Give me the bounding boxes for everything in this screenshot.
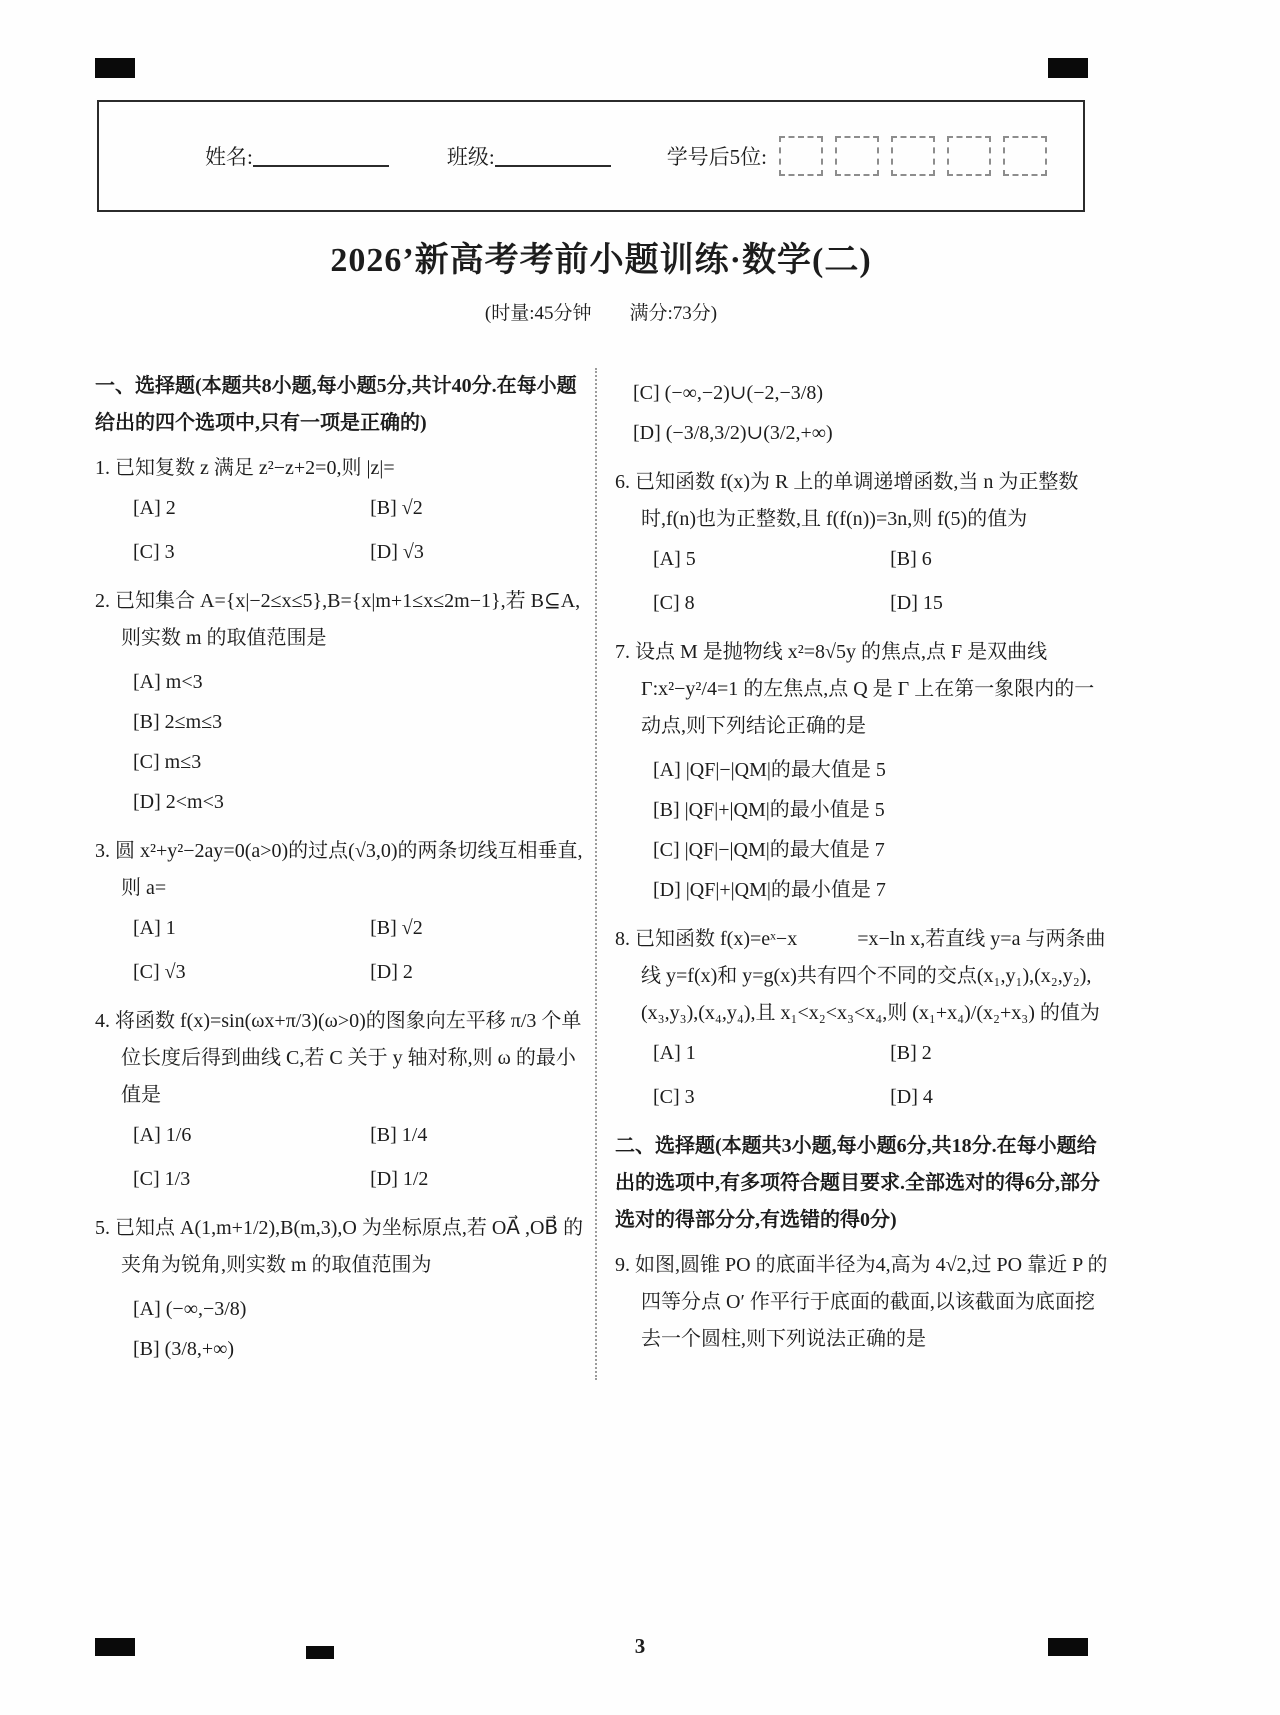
student-id-box-1 [779,136,823,176]
page-title: 2026’新高考考前小题训练·数学(二) [330,242,872,279]
option-d: [D] (−3/8,3/2)∪(3/2,+∞) [633,422,833,444]
option-a: [A] 2 [133,497,176,519]
option-a: [A] |QF|−|QM|的最大值是 5 [653,759,886,781]
section-2-heading: 二、选择题(本题共3小题,每小题6分,共18分.在每小题给出的选项中,有多项符合题目要求.全部选对的得6分,部分选对的得部分分,有选错的得0分) [615,1135,1100,1231]
question-3-options [95,913,589,987]
student-id-label: 学号后5位: [666,145,768,169]
option-b: [B] (3/8,+∞) [133,1338,235,1360]
option-a: [A] m<3 [133,671,203,693]
option-b: [B] 1/4 [370,1124,428,1146]
option-a: [A] 5 [653,548,696,570]
question-5-stem: 5. 已知点 A(1,m+1/2),B(m,3),O 为坐标原点,若 OA⃗ ,OB⃗ 的夹角为锐角,则实数 m 的取值范围为 [95,1217,584,1276]
option-c: [C] (−∞,−2)∪(−2,−3/8) [633,382,823,404]
question-4 [95,1003,589,1194]
option-a: [A] 1 [133,917,176,939]
option-c: [C] 8 [653,592,695,614]
question-8-options [615,1038,1109,1112]
option-a: [A] (−∞,−3/8) [133,1298,247,1320]
question-7-stem: 7. 设点 M 是抛物线 x²=8√5y 的焦点,点 F 是双曲线 Γ:x²−y²/4=1 的左焦点,点 Q 是 Γ 上在第一象限内的一动点,则下列结论正确的是 [615,641,1095,737]
question-7-options [615,755,1109,905]
option-d: [D] √3 [370,541,424,563]
question-9 [615,1247,1109,1358]
option-d: [D] 2<m<3 [133,791,224,813]
content-columns [95,368,1109,1380]
student-id-box-5 [1003,136,1047,176]
option-c: [C] m≤3 [133,751,202,773]
question-5-continued [615,378,1109,448]
question-8 [615,921,1109,1112]
question-5 [95,1210,589,1364]
option-d: [D] 15 [890,592,943,614]
name-blank-line [253,145,389,167]
option-b: [B] 2 [890,1042,932,1064]
student-id-box-3 [891,136,935,176]
class-label: 班级: [446,145,495,169]
question-1-options [95,493,589,567]
option-d: [D] 4 [890,1086,933,1108]
option-d: [D] 2 [370,961,413,983]
question-5-options-ab [95,1294,589,1364]
student-id-box-2 [835,136,879,176]
question-7 [615,634,1109,905]
student-info-box [97,100,1085,212]
option-a: [A] 1/6 [133,1124,192,1146]
option-b: [B] √2 [370,497,423,519]
question-1-stem: 1. 已知复数 z 满足 z²−z+2=0,则 |z|= [95,457,395,479]
option-a: [A] 1 [653,1042,696,1064]
question-9-stem: 9. 如图,圆锥 PO 的底面半径为4,高为 4√2,过 PO 靠近 P 的四等分点 O′ 作平行于底面的截面,以该截面为底面挖去一个圆柱,则下列说法正确的是 [615,1254,1108,1350]
question-4-stem: 4. 将函数 f(x)=sin(ωx+π/3)(ω>0)的图象向左平移 π/3 个单位长度后得到曲线 C,若 C 关于 y 轴对称,则 ω 的最小值是 [95,1010,582,1106]
option-c: [C] |QF|−|QM|的最大值是 7 [653,839,885,861]
name-label: 姓名: [205,145,253,169]
question-6-options [615,544,1109,618]
option-c: [C] 1/3 [133,1168,191,1190]
option-b: [B] 6 [890,548,932,570]
question-6 [615,464,1109,618]
question-5-options-cd [615,378,1109,448]
option-b: [B] 2≤m≤3 [133,711,223,733]
student-id-box-4 [947,136,991,176]
question-3 [95,833,589,987]
exam-subtitle: (时量:45分钟 满分:73分) [484,303,718,324]
question-2-stem: 2. 已知集合 A={x|−2≤x≤5},B={x|m+1≤x≤2m−1},若 B⊆A,则实数 m 的取值范围是 [95,590,581,649]
option-c: [C] 3 [653,1086,695,1108]
option-d: [D] |QF|+|QM|的最小值是 7 [653,879,886,901]
page-number: 3 [634,1634,646,1658]
question-4-options [95,1120,589,1194]
question-3-stem: 3. 圆 x²+y²−2ay=0(a>0)的过点(√3,0)的两条切线互相垂直,则 a= [95,840,583,899]
registration-mark-top-right [1048,58,1088,78]
registration-mark-top-left [95,58,135,78]
option-d: [D] 1/2 [370,1168,429,1190]
question-2 [95,583,589,817]
section-1-heading: 一、选择题(本题共8小题,每小题5分,共计40分.在每小题给出的四个选项中,只有一项是正确的) [95,375,577,434]
question-2-options [95,667,589,817]
option-b: [B] |QF|+|QM|的最小值是 5 [653,799,885,821]
right-column [597,368,1109,1380]
student-id-boxes [779,136,1059,176]
class-blank-line [495,145,611,167]
question-8-stem: 8. 已知函数 f(x)=eˣ−x =x−ln x,若直线 y=a 与两条曲线 y=f(x)和 y=g(x)共有四个不同的交点(x₁,y₁),(x₂,y₂),(x₃,y₃),(x₄,y₄),且 x₁<x₂<x₃<x₄,则 (x₁+x₄)/(x₂+x₃) 的值为 [615,928,1106,1024]
option-c: [C] √3 [133,961,186,983]
option-c: [C] 3 [133,541,175,563]
question-6-stem: 6. 已知函数 f(x)为 R 上的单调递增函数,当 n 为正整数时,f(n)也为正整数,且 f(f(n))=3n,则 f(5)的值为 [615,471,1079,530]
option-b: [B] √2 [370,917,423,939]
question-1 [95,450,589,567]
left-column [95,368,589,1380]
